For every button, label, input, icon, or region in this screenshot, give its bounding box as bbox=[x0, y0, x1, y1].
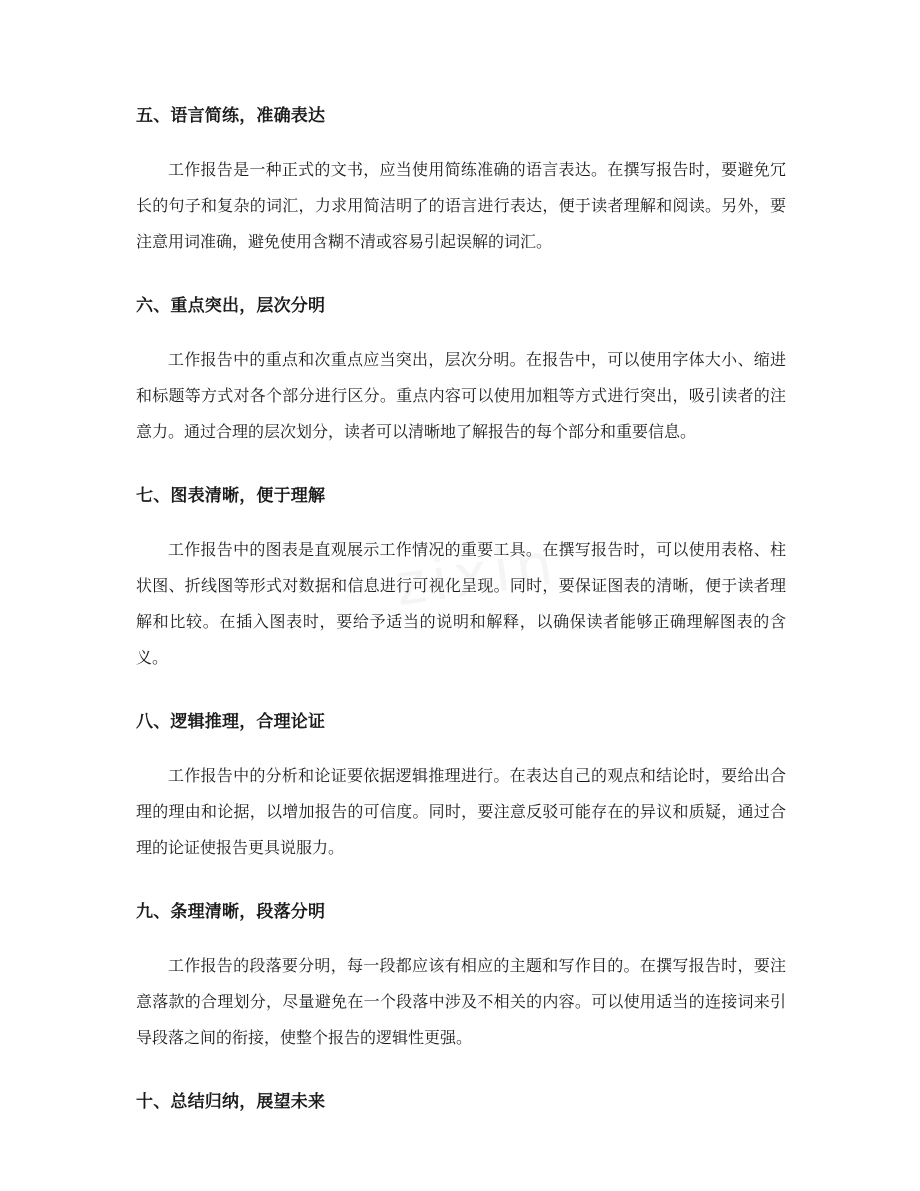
watermark: zixin bbox=[391, 528, 563, 620]
section-6 bbox=[136, 294, 786, 450]
section-9 bbox=[136, 900, 786, 1056]
section-paragraph: 工作报告是一种正式的文书，应当使用简练准确的语言表达。在撰写报告时，要避免冗长的句子和复杂的词汇，力求用简洁明了的语言进行表达，便于读者理解和阅读。另外，要注意用词准确，避免使用含糊不清或容易引起误解的词汇。 bbox=[136, 160, 786, 251]
section-paragraph: 工作报告中的分析和论证要依据逻辑推理进行。在表达自己的观点和结论时，要给出合理的理由和论据，以增加报告的可信度。同时，要注意反驳可能存在的异议和质疑，通过合理的论证使报告更具说服力。 bbox=[136, 766, 786, 857]
section-10 bbox=[136, 1090, 786, 1114]
section-5 bbox=[136, 104, 786, 260]
section-heading: 七、图表清晰，便于理解 bbox=[136, 486, 326, 506]
section-heading: 十、总结归纳，展望未来 bbox=[136, 1092, 326, 1112]
section-8 bbox=[136, 710, 786, 866]
section-paragraph: 工作报告中的重点和次重点应当突出，层次分明。在报告中，可以使用字体大小、缩进和标题等方式对各个部分进行区分。重点内容可以使用加粗等方式进行突出，吸引读者的注意力。通过合理的层次划分，读者可以清晰地了解报告的每个部分和重要信息。 bbox=[136, 350, 786, 441]
section-heading: 九、条理清晰，段落分明 bbox=[136, 902, 326, 922]
section-paragraph: 工作报告的段落要分明，每一段都应该有相应的主题和写作目的。在撰写报告时，要注意落款的合理划分，尽量避免在一个段落中涉及不相关的内容。可以使用适当的连接词来引导段落之间的衔接，使整个报告的逻辑性更强。 bbox=[136, 956, 786, 1047]
section-heading: 六、重点突出，层次分明 bbox=[136, 296, 326, 316]
section-paragraph: 工作报告中的图表是直观展示工作情况的重要工具。在撰写报告时，可以使用表格、柱状图、折线图等形式对数据和信息进行可视化呈现。同时，要保证图表的清晰，便于读者理解和比较。在插入图表时，要给予适当的说明和解释，以确保读者能够正确理解图表的含义。 bbox=[136, 540, 786, 667]
document-body bbox=[136, 104, 786, 1138]
section-heading: 八、逻辑推理，合理论证 bbox=[136, 712, 326, 732]
section-7 bbox=[136, 484, 786, 676]
section-heading: 五、语言简练，准确表达 bbox=[136, 106, 326, 126]
